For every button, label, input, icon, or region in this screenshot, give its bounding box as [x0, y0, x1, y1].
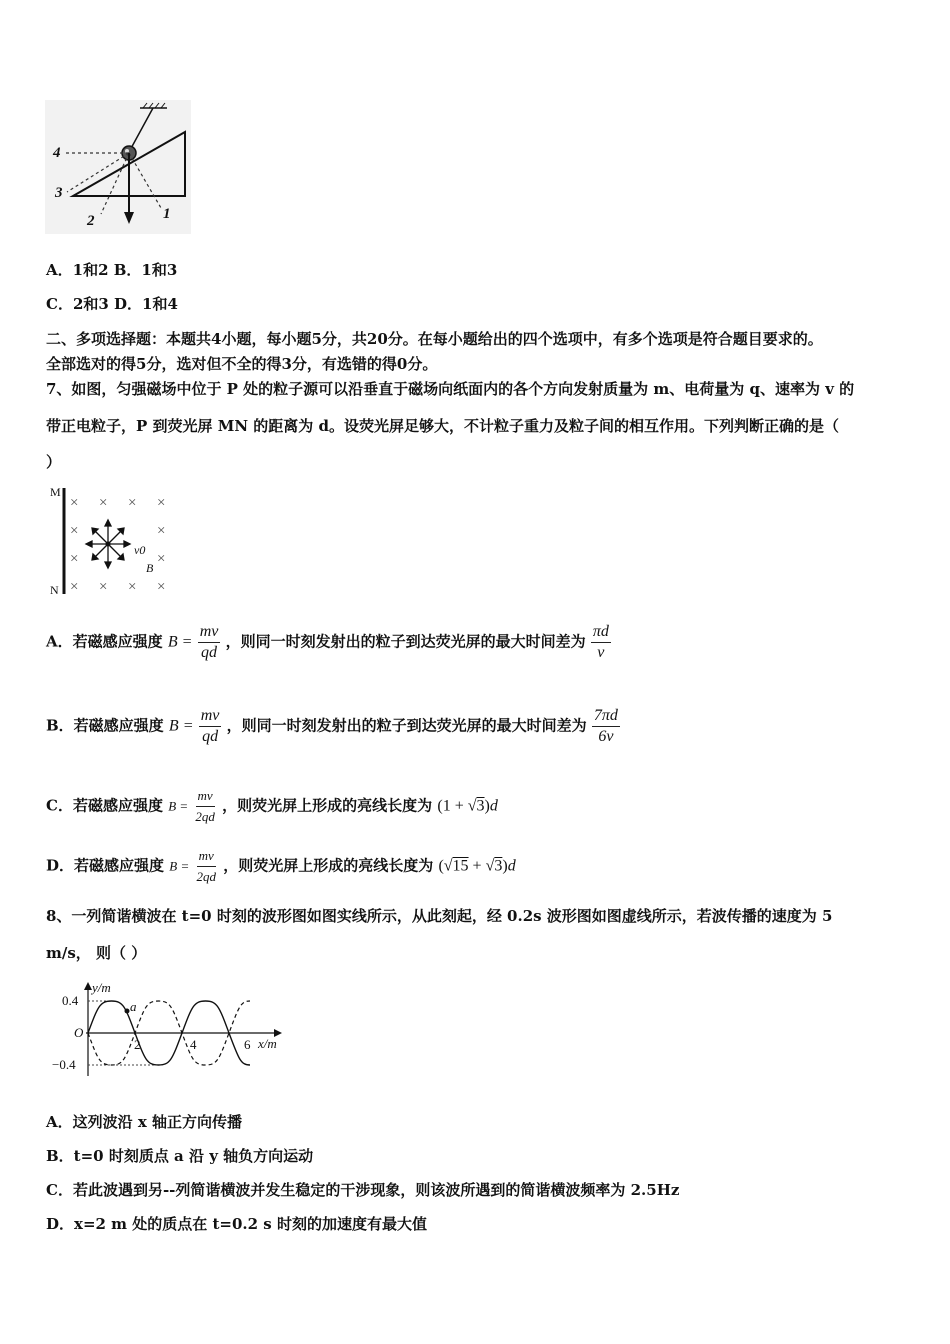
q7-b-r-den: 6v — [598, 728, 614, 745]
q7-c-b-den: 2qd — [195, 809, 215, 824]
q6-label-3: 3 — [55, 185, 63, 201]
q7-a-prefix: A．若磁感应强度 — [46, 632, 163, 651]
q7-option-c — [46, 786, 498, 827]
q7-c-b-eq: B = — [168, 798, 189, 814]
q7-a-b-eq: B = — [167, 633, 193, 651]
q7-option-b — [46, 706, 620, 747]
q6-options-row2: C．2和3 D．1和4 — [46, 295, 178, 313]
q7-c-result: (1 + √3)d — [437, 797, 498, 815]
q7-figure — [46, 482, 182, 600]
q8-y-top-label: 0.4 — [62, 993, 79, 1008]
q7-d-r-d: d — [507, 857, 516, 875]
q7-d-r-sqrt1: 15 — [452, 857, 469, 875]
q7-stem-line1: 7、如图，匀强磁场中位于 P 处的粒子源可以沿垂直于磁场向纸面内的各个方向发射质量为 m、电荷量为 q、速率为 v 的 — [46, 380, 855, 398]
q7-a-b-den: qd — [201, 644, 218, 661]
q7-c-r-close: ) — [484, 797, 490, 815]
q7-b-b-frac — [199, 706, 222, 747]
q7-c-b-num: mv — [196, 786, 215, 807]
q7-d-r-open: ( — [438, 857, 444, 875]
q7-stem-line3: ） — [46, 453, 62, 471]
q6-label-2: 2 — [87, 213, 95, 229]
field-cross-mark: × — [99, 579, 108, 595]
q8-stem-line1: 8、一列简谐横波在 t=0 时刻的波形图如图实线所示，从此刻起，经 0.2s 波形图如图虚线所示，若波传播的速度为 5 — [46, 907, 833, 925]
q7-d-b-num: mv — [197, 846, 216, 867]
q7-b-prefix: B．若磁感应强度 — [46, 716, 164, 735]
q8-x-tick-6: 6 — [244, 1037, 251, 1052]
q7-a-result-frac — [591, 622, 611, 663]
field-cross-mark: × — [128, 579, 137, 595]
q8-point-a: a — [130, 999, 137, 1014]
q8-stem-line2: m/s， 则（ ） — [46, 944, 147, 962]
q7-d-result: (√15 + √3)d — [438, 857, 516, 875]
q7-c-r-d: d — [489, 797, 498, 815]
q7-b-b-den: qd — [202, 728, 219, 745]
q7-d-mid: ，则荧光屏上形成的亮线长度为 — [223, 856, 434, 875]
field-cross-mark: × — [157, 551, 166, 567]
field-cross-mark: × — [99, 495, 108, 511]
q7-option-d — [46, 846, 516, 887]
q7-b-mid: ，则同一时刻发射出的粒子到达荧光屏的最大时间差为 — [226, 716, 587, 735]
q6-figure — [45, 100, 191, 234]
q6-label-1: 1 — [163, 206, 171, 222]
q7-b-b-num: mv — [199, 706, 222, 727]
q7-b-r-num: 7πd — [592, 706, 620, 727]
field-cross-mark: × — [157, 579, 166, 595]
q7-c-prefix: C．若磁感应强度 — [46, 796, 163, 815]
q7-d-prefix: D．若磁感应强度 — [46, 856, 165, 875]
q6-options-row1: A．1和2 B．1和3 — [46, 261, 178, 279]
field-cross-mark: × — [70, 579, 79, 595]
q7-d-b-den: 2qd — [196, 869, 216, 884]
q8-x-tick-4: 4 — [190, 1037, 197, 1052]
q7-b-b-eq: B = — [168, 717, 194, 735]
q8-origin-label: O — [74, 1025, 84, 1040]
field-cross-mark: × — [70, 523, 79, 539]
q7-c-r-sqrt: 3 — [476, 797, 485, 815]
q7-d-r-close: ) — [502, 857, 508, 875]
q7-a-r-den: v — [597, 644, 605, 661]
q8-option-a: A．这列波沿 x 轴正方向传播 — [46, 1113, 243, 1131]
field-cross-mark: × — [70, 495, 79, 511]
q7-c-r-open: (1 + — [437, 797, 468, 815]
q7-label-b: B — [146, 561, 154, 575]
field-cross-mark: × — [157, 495, 166, 511]
q7-label-n: N — [50, 583, 59, 597]
q8-option-b: B．t=0 时刻质点 a 沿 y 轴负方向运动 — [46, 1147, 314, 1165]
q8-option-d: D．x=2 m 处的质点在 t=0.2 s 时刻的加速度有最大值 — [46, 1215, 427, 1233]
q8-wave-figure — [48, 978, 288, 1080]
q7-d-r-sqrt2: 3 — [494, 857, 503, 875]
section2-heading-line1: 二、多项选择题：本题共4小题，每小题5分，共20分。在每小题给出的四个选项中，有多个选项是符合题目要求的。 — [46, 330, 823, 348]
q7-a-b-num: mv — [198, 622, 221, 643]
field-cross-mark: × — [128, 495, 137, 511]
q7-a-r-num: πd — [591, 622, 611, 643]
field-cross-mark: × — [70, 551, 79, 567]
q8-x-tick-2: 2 — [134, 1037, 141, 1052]
q7-c-b-frac — [193, 786, 217, 827]
q7-d-r-plus: + — [468, 857, 486, 875]
q7-label-m: M — [50, 485, 61, 499]
q6-label-4: 4 — [53, 145, 61, 161]
q7-a-mid: ，则同一时刻发射出的粒子到达荧光屏的最大时间差为 — [225, 632, 586, 651]
q7-b-result-frac — [592, 706, 620, 747]
field-cross-mark: × — [157, 523, 166, 539]
q8-y-bottom-label: −0.4 — [52, 1057, 76, 1072]
q7-stem-line2: 带正电粒子，P 到荧光屏 MN 的距离为 d。设荧光屏足够大，不计粒子重力及粒子间的相互作用。下列判断正确的是（ — [46, 417, 839, 435]
q8-option-c: C．若此波遇到另--列简谐横波并发生稳定的干涉现象，则该波所遇到的简谐横波频率为 2.5Hz — [46, 1181, 680, 1199]
q7-a-b-frac — [198, 622, 221, 663]
q7-c-mid: ，则荧光屏上形成的亮线长度为 — [222, 796, 433, 815]
q7-label-v0: v0 — [134, 543, 146, 557]
q7-d-b-eq: B = — [169, 858, 190, 874]
q8-x-axis-label: x/m — [258, 1036, 277, 1051]
q7-d-b-frac — [194, 846, 218, 887]
q7-option-a — [46, 622, 611, 663]
section2-heading-line2: 全部选对的得5分，选对但不全的得3分，有选错的得0分。 — [46, 355, 438, 373]
q8-y-axis-label: y/m — [92, 980, 111, 995]
